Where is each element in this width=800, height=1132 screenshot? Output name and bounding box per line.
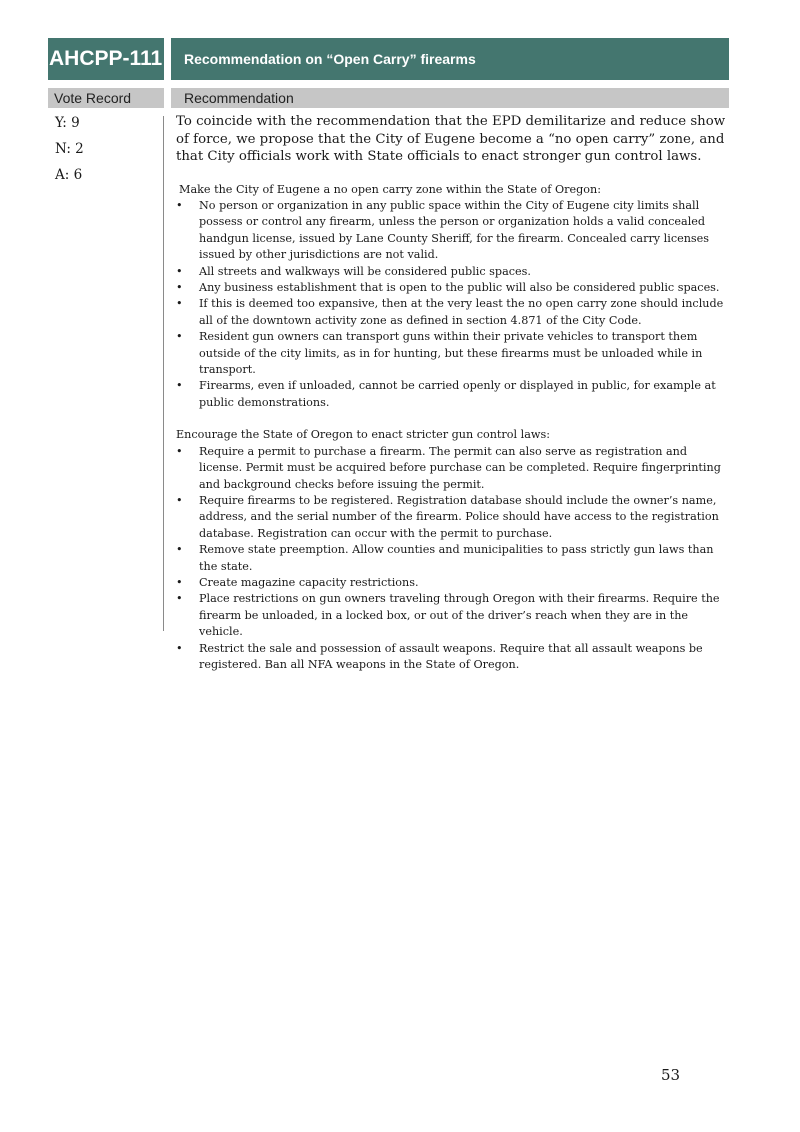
- vote-record-heading: Vote Record: [48, 88, 164, 108]
- bullet-icon: •: [176, 444, 183, 458]
- state-laws-list: [176, 444, 732, 674]
- section-state-gun-laws: [176, 427, 732, 444]
- list-item: • Restrict the sale and possession of assault weapons. Require that all assault weapons be registered. Ban all NFA weapons in the State of Oregon.: [176, 641, 703, 672]
- bullet-icon: •: [176, 330, 183, 344]
- open-carry-list: [176, 198, 732, 411]
- list-item: • Create magazine capacity restrictions.: [176, 575, 732, 591]
- bullet-icon: •: [176, 576, 183, 590]
- column-divider: [163, 116, 164, 631]
- section-open-carry-zone: [176, 182, 732, 199]
- bullet-icon: •: [176, 641, 183, 655]
- list-item: • Remove state preemption. Allow counties and municipalities to pass strictly gun laws than the state.: [176, 543, 714, 573]
- document-id-banner: [48, 38, 164, 80]
- list-item: • Firearms, even if unloaded, cannot be carried openly or displayed in public, for example at public demonstrations.: [176, 379, 716, 409]
- bullet-icon: •: [176, 592, 183, 606]
- section-title: Encourage the State of Oregon to enact stricter gun control laws:: [176, 428, 550, 442]
- vote-yes: Y: 9: [55, 115, 80, 131]
- bullet-icon: •: [176, 543, 183, 557]
- bullet-icon: •: [176, 281, 183, 295]
- bullet-icon: •: [176, 264, 183, 278]
- bullet-icon: •: [176, 199, 183, 212]
- list-item: • Require firearms to be registered. Registration database should include the owner’s name, address, and the serial number of the firearm. Police should have access to the registration database. Registration can occur with the permit to purchase.: [176, 494, 719, 540]
- bullet-icon: •: [176, 494, 183, 507]
- vote-tally: [55, 114, 84, 192]
- list-item: • Require a permit to purchase a firearm. The permit can also serve as registration and license. Permit must be acquired before purchase can be completed. Require fingerprinting and background checks before issuing the permit.: [176, 444, 721, 491]
- section-title: Make the City of Eugene a no open carry zone within the State of Oregon:: [179, 182, 601, 196]
- list-item: • No person or organization in any public space within the City of Eugene city limits shall possess or control any firearm, unless the person or organization holds a valid concealed handgun license, issued by Lane County Sheriff, for the firearm. Concealed carry licenses issued by other jurisdictions are not valid.: [176, 199, 710, 262]
- title-banner: [171, 38, 729, 80]
- page-number: 53: [661, 1066, 681, 1084]
- document-id: AHCPP-111: [49, 47, 163, 70]
- list-item: • Place restrictions on gun owners traveling through Oregon with their firearms. Require the firearm be unloaded, in a locked box, or out of the driver’s reach when they are in the vehicle.: [176, 592, 720, 639]
- intro-paragraph: To coincide with the recommendation that the EPD demilitarize and reduce show of force, we propose that the City of Eugene become a “no open carry” zone, and that City officials work with State officials to enact stronger gun control laws.: [176, 114, 726, 164]
- vote-no: N: 2: [55, 141, 84, 157]
- list-item: • If this is deemed too expansive, then at the very least the no open carry zone should include all of the downtown activity zone as defined in section 4.871 of the City Code.: [176, 297, 724, 327]
- recommendation-heading: Recommendation: [171, 88, 729, 108]
- vote-abstain: A: 6: [55, 167, 83, 183]
- bullet-icon: •: [176, 379, 183, 393]
- list-item: • Resident gun owners can transport guns within their private vehicles to transport them outside of the city limits, as in for hunting, but these firearms must be unloaded while in transport.: [176, 330, 703, 377]
- recommendation-body: [176, 113, 732, 673]
- list-item: • All streets and walkways will be considered public spaces.: [176, 264, 732, 280]
- bullet-icon: •: [176, 297, 183, 311]
- list-item: • Any business establishment that is open to the public will also be considered public spaces.: [176, 280, 732, 296]
- document-title: Recommendation on “Open Carry” firearms: [184, 51, 476, 67]
